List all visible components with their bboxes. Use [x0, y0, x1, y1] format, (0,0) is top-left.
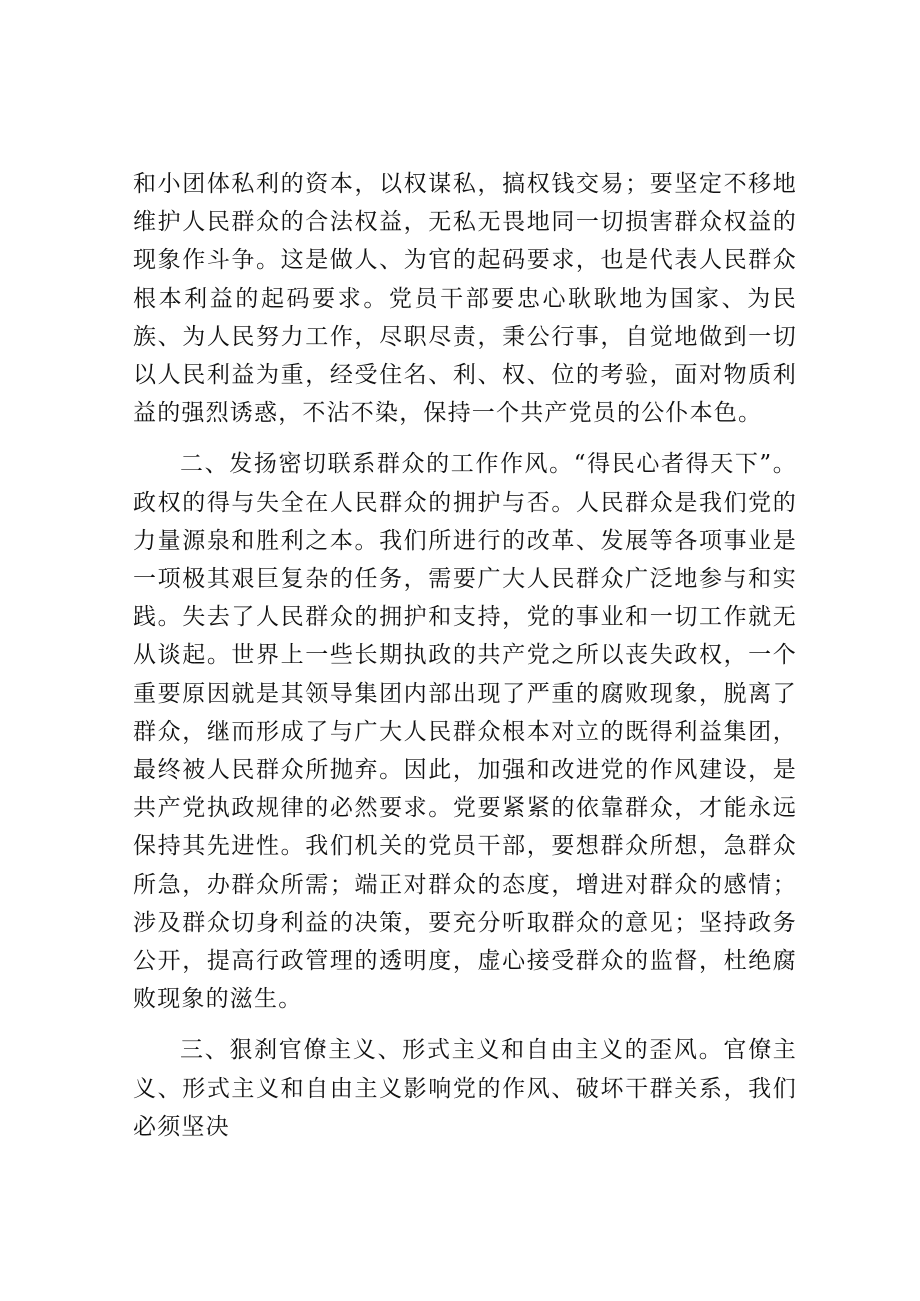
paragraph-section-three: 三、狠刹官僚主义、形式主义和自由主义的歪风。官僚主义、形式主义和自由主义影响党的作风、破坏干群关系，我们必须坚决 [133, 1037, 797, 1140]
paragraph-section-two: 二、发扬密切联系群众的工作作风。“得民心者得天下”。政权的得与失全在人民群众的拥护与否。人民群众是我们党的力量源泉和胜利之本。我们所进行的改革、发展等各项事业是一项极其艰巨复杂的任务，需要广大人民群众广泛地参与和实践。失去了人民群众的拥护和支持，党的事业和一切工作就无从谈起。世界上一些长期执政的共产党之所以丧失政权，一个重要原因就是其领导集团内部出现了严重的腐败现象，脱离了群众，继而形成了与广大人民群众根本对立的既得利益集团，最终被人民群众所抛弃。因此，加强和改进党的作风建设，是共产党执政规律的必然要求。党要紧紧的依靠群众，才能永远保持其先进性。我们机关的党员干部，要想群众所想，急群众所急，办群众所需；端正对群众的态度，增进对群众的感情；涉及群众切身利益的决策，要充分听取群众的意见；坚持政务公开，提高行政管理的透明度，虚心接受群众的监督，杜绝腐败现象的滋生。 [133, 451, 797, 1013]
document-body [133, 165, 797, 1159]
paragraph-continuation: 和小团体私利的资本，以权谋私，搞权钱交易；要坚定不移地维护人民群众的合法权益，无私无畏地同一切损害群众权益的现象作斗争。这是做人、为官的起码要求，也是代表人民群众根本利益的起码要求。党员干部要忠心耿耿地为国家、为民族、为人民努力工作，尽职尽责，秉公行事，自觉地做到一切以人民利益为重，经受住名、利、权、位的考验，面对物质利益的强烈诱惑，不沾不染，保持一个共产党员的公仆本色。 [133, 171, 797, 427]
